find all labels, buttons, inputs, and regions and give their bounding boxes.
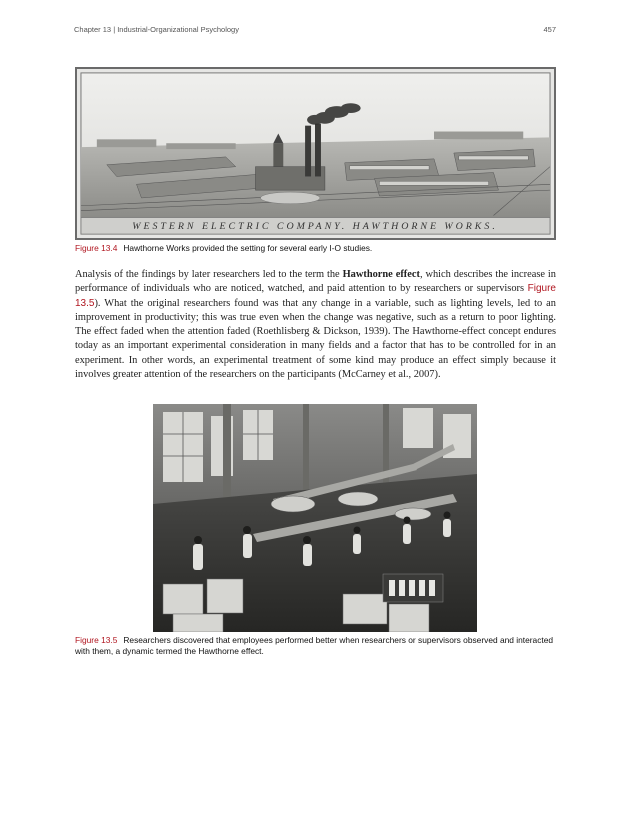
figure-13-4-caption bbox=[75, 243, 372, 254]
engraving-banner-text: WESTERN ELECTRIC COMPANY. HAWTHORNE WORKS. bbox=[132, 221, 498, 233]
running-header-chapter: Chapter 13 | Industrial-Organizational Psychology bbox=[74, 25, 239, 34]
figure-13-5-image bbox=[153, 404, 477, 632]
figure-label: Figure 13.4 bbox=[75, 243, 118, 253]
figure-13-4-image bbox=[75, 67, 556, 240]
figure-reference-link[interactable]: Figure 13.5 bbox=[75, 283, 556, 309]
page-number: 457 bbox=[543, 25, 556, 34]
text-run: , which describes the increase in performance of individuals who are noticed, watched, and paid attention to by researchers or supervisors bbox=[75, 269, 556, 295]
figure-label: Figure 13.5 bbox=[75, 635, 118, 645]
text-run: Analysis of the findings by later researchers led to the term the bbox=[75, 269, 343, 280]
caption-text: Researchers discovered that employees performed better when researchers or supervisors observed and interacted with them, a dynamic termed the Hawthorne effect. bbox=[75, 635, 554, 656]
text-run: ). What the original researchers found was that any change in a variable, such as lighting levels, led to an improvement in productivity; this was true even when the change was negative, such as a return to poor lighting. The effect faded when the attention faded (Roethlisberg & Dickson, 1939). The Hawthorne-effect concept endures today as an important experimental consideration in many fields and a factor that has to be controlled for in an experiment. In other words, an experimental treatment of some kind may produce an effect simply because it involves greater attention of the researchers on the participants (McCarney et al., 2007). bbox=[75, 297, 556, 381]
figure-13-5-caption bbox=[75, 635, 556, 656]
body-paragraph bbox=[75, 268, 556, 382]
key-term-hawthorne-effect: Hawthorne effect bbox=[342, 269, 420, 280]
caption-text: Hawthorne Works provided the setting for several early I-O studies. bbox=[123, 243, 373, 253]
